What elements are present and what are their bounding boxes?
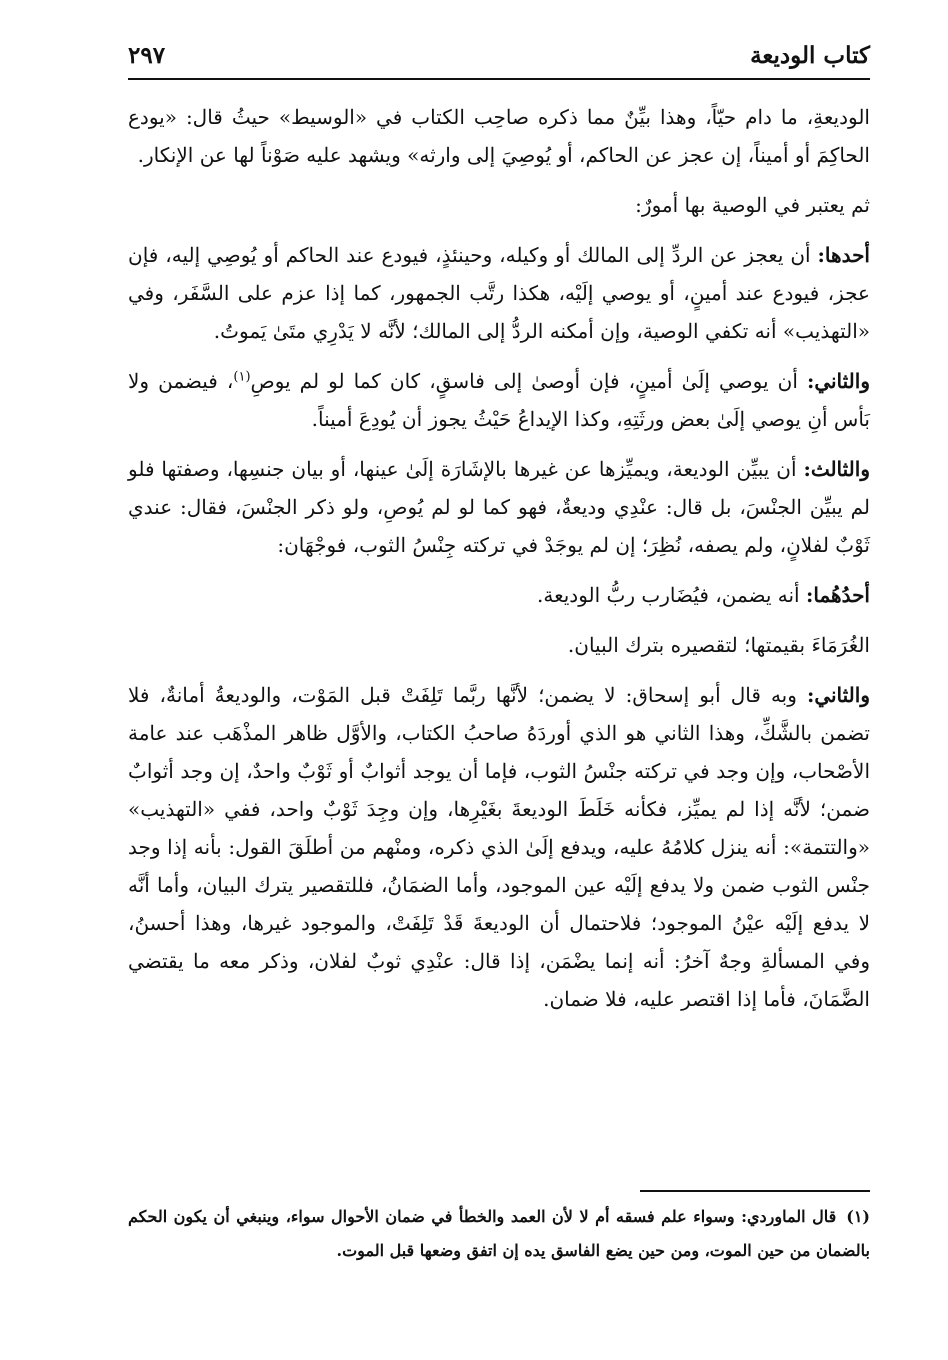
paragraph-1: الوديعةِ، ما دام حيّاً، وهذا بيِّنٌ مما ذكره صاحِب الكتاب في «الوسيط» حيثُ قال: «يودع الحاكِمَ أو أميناً، إن عجز عن الحاكم، أو يُوصِيَ إلى وارثه» ويشهد عليه صَوْناً لها عن الإنكار. bbox=[128, 105, 870, 167]
paragraph-4-text-a: أن يوصي إلَىٰ أمينٍ، فإن أوصىٰ إلى فاسقٍ، كان كما لو لم يوصِ bbox=[250, 369, 807, 393]
footnote-text: قال الماوردي: وسواء علم فسقه أم لا لأن العمد والخطأ في ضمان الأحوال سواء، وينبغي أن يكون الحكم بالضمان من حين الموت، ومن حين يضع الفاسق يده إن اتفق وضعها قبل الموت. bbox=[128, 1207, 870, 1260]
paragraph-7: الغُرَمَاءَ بقيمتها؛ لتقصيره بترك البيان. bbox=[567, 633, 870, 657]
paragraph-3 bbox=[128, 236, 870, 350]
paragraph-8-lead: والثاني: bbox=[806, 683, 870, 707]
paragraph-3-text: أن يعجز عن الردِّ إلى المالك أو وكيله، وحينئذٍ، فيودع عند الحاكم أو يُوصِي إليه، فإن عجز، فيودع عند أمينٍ، أو يوصي إلَيْه، هكذا رتَّب الجمهور، كما إذا عزم على السَّفَر، وفي «التهذيب» أنه تكفي الوصية، وإن أمكنه الردُّ إلى المالك؛ لأنَّه لا يَدْرِي متَىٰ يَموتُ. bbox=[128, 243, 870, 343]
paragraph-2: ثم يعتبر في الوصية بها أمورٌ: bbox=[635, 193, 870, 217]
paragraph-6-lead: أحدُهُما: bbox=[805, 583, 870, 607]
footnote-reference[interactable]: (١) bbox=[233, 369, 251, 385]
footnote-number: (١) bbox=[846, 1207, 870, 1226]
paragraph-4 bbox=[128, 362, 870, 438]
page-number: ٢٩٧ bbox=[128, 42, 166, 69]
paragraph-4-lead: والثاني: bbox=[806, 369, 870, 393]
paragraph-5 bbox=[128, 450, 870, 564]
main-text bbox=[128, 98, 870, 1030]
header-rule bbox=[128, 78, 870, 80]
paragraph-5-text: أن يبيِّن الوديعة، ويميِّزها عن غيرها بالإشَارَة إلَىٰ عينها، أو بيان جنسِها، وصفتها فلو لم يبيِّن الجنْسَ، بل قال: عنْدِي وديعةٌ، فهو كما لو لم يُوصِ، ولو ذكر الجنْسَ، فقال: عندي ثَوْبٌ لفلانٍ، ولم يصفه، نُظِرَ؛ إن لم يوجَدْ في تركته جِنْسُ الثوب، فوجْهَان: bbox=[128, 457, 870, 557]
paragraph-6 bbox=[128, 576, 870, 614]
paragraph-3-lead: أحدها: bbox=[817, 243, 870, 267]
footnote-separator bbox=[640, 1190, 870, 1192]
paragraph-8 bbox=[128, 676, 870, 1018]
running-title: كتاب الوديعة bbox=[750, 42, 870, 69]
paragraph-6-text: أنه يضمن، فيُضَارب ربُّ الوديعة. bbox=[537, 583, 806, 607]
footnote bbox=[128, 1200, 870, 1268]
paragraph-5-lead: والثالث: bbox=[803, 457, 870, 481]
paragraph-8-text: وبه قال أبو إسحاق: لا يضمن؛ لأنَّها ربَّما تَلِفَتْ قبل المَوْت، والوديعةُ أمانةٌ، فلا تضمن بالشَّكِّ، وهذا الثاني هو الذي أوردَهُ صاحبُ الكتاب، والأوَّل ظاهر المذْهَب عند عامة الأصْحاب، وإن وجد في تركته جنْسُ الثوب، فإما أن يوجد أثوابٌ أو ثَوْبٌ واحدٌ، إن وجد أثوابٌ ضمن؛ لأنَّه إذا لم يميِّز، فكأنه خَلَطَ الوديعةَ بغَيْرِها، وإن وجِدَ ثَوْبٌ واحد، ففي «التهذيب» «والتتمة»: أنه ينزل كلامُهُ عليه، ويدفع إلَىٰ الذي ذكره، ومنْهم من أطلَقَ القول: بأنه إذا وجد جنْس الثوب ضمن ولا يدفع إلَيْه عين الموجود، وأما الضمَانُ، فللتقصير يترك البيان، وأما أنَّه لا يدفع إلَيْه عيْنُ الموجود؛ فلاحتمال أن الوديعةَ قَدْ تَلِفَتْ، والموجود غيرها، وهذا أحسنُ، وفي المسألةِ وجهٌ آخرُ: أنه إنما يضْمَن، إذا قال: عنْدِي ثوبٌ لفلان، وذكر معه ما يقتضي الضَّمَانَ، فأما إذا اقتصر عليه، فلا ضمان. bbox=[128, 683, 870, 1011]
page-header bbox=[128, 40, 870, 80]
paragraph-4-text-b: ، فيضمن ولا بَأس أنِ يوصي إلَىٰ بعض ورثَتِهِ، وكذا الإيداعُ حَيْثُ يجوز أن يُودِعَ أميناً. bbox=[128, 369, 870, 431]
